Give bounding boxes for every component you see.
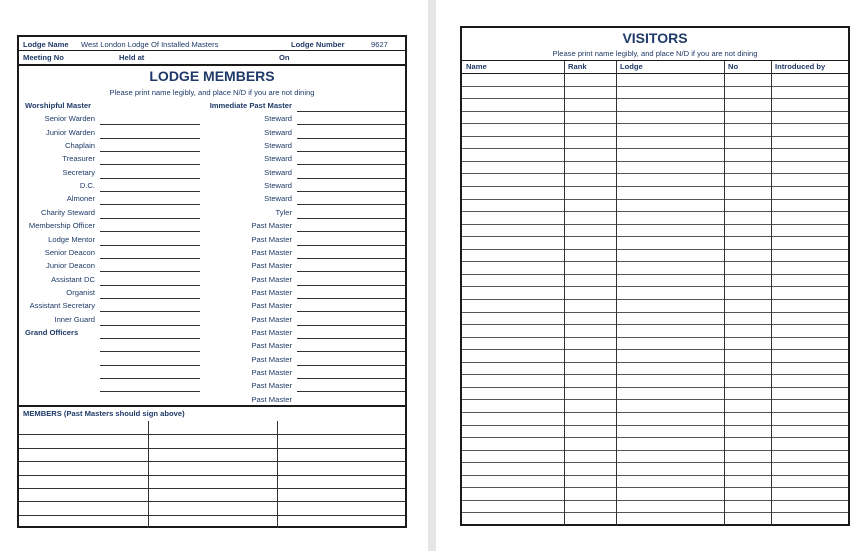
officer-name-line-right[interactable] bbox=[297, 258, 405, 259]
visitors-table-header bbox=[462, 61, 848, 73]
visitors-row-line bbox=[462, 437, 848, 438]
officer-name-line-left[interactable] bbox=[100, 245, 200, 246]
officer-label-right: Past Master bbox=[251, 234, 292, 244]
visitors-row-line bbox=[462, 462, 848, 463]
visitors-sheet bbox=[460, 26, 850, 526]
lodge-members-page bbox=[0, 0, 428, 551]
officer-name-line-right[interactable] bbox=[297, 325, 405, 326]
officer-name-line-left[interactable] bbox=[100, 191, 200, 192]
officer-label-left: Chaplain bbox=[65, 141, 95, 151]
meeting-no-label: Meeting No bbox=[23, 53, 64, 62]
members-grid-row-line bbox=[19, 434, 405, 435]
officer-name-line-left[interactable] bbox=[100, 325, 200, 326]
lodge-number-label: Lodge Number bbox=[291, 40, 345, 49]
lodge-members-title: LODGE MEMBERS bbox=[149, 68, 275, 84]
visitors-row-line bbox=[462, 337, 848, 338]
visitors-row-line bbox=[462, 500, 848, 501]
officer-name-line-left[interactable] bbox=[100, 351, 200, 352]
officer-label-left: Almoner bbox=[66, 194, 95, 204]
officer-name-line-right[interactable] bbox=[297, 311, 405, 312]
officer-name-line-left[interactable] bbox=[100, 138, 200, 139]
officer-name-line-left[interactable] bbox=[100, 365, 200, 366]
members-grid-row-line bbox=[19, 515, 405, 516]
officer-label-right: Past Master bbox=[251, 247, 292, 257]
officer-name-line-right[interactable] bbox=[297, 164, 405, 165]
officer-name-line-right[interactable] bbox=[297, 231, 405, 232]
officer-label-left: Grand Officers bbox=[25, 327, 79, 337]
lodge-members-sheet bbox=[17, 35, 407, 528]
officer-name-line-right[interactable] bbox=[297, 245, 405, 246]
officer-name-line-right[interactable] bbox=[297, 271, 405, 272]
officer-label-left: Assistant Secretary bbox=[29, 301, 95, 311]
visitors-row-line bbox=[462, 111, 848, 112]
officer-name-line-right[interactable] bbox=[297, 338, 405, 339]
officer-name-line-right[interactable] bbox=[297, 391, 405, 392]
officer-label-left: Assistant DC bbox=[51, 274, 95, 284]
header-bottom-divider bbox=[19, 64, 405, 66]
visitors-row-line bbox=[462, 387, 848, 388]
officer-label-right: Steward bbox=[264, 127, 292, 137]
officer-label-left: Senior Deacon bbox=[44, 247, 95, 257]
visitors-row-line bbox=[462, 362, 848, 363]
officer-name-line-right[interactable] bbox=[297, 285, 405, 286]
officer-name-line-right[interactable] bbox=[297, 298, 405, 299]
officer-name-line-left[interactable] bbox=[100, 218, 200, 219]
visitors-row-line bbox=[462, 450, 848, 451]
visitors-title: VISITORS bbox=[622, 30, 688, 46]
officer-label-left: Treasurer bbox=[62, 154, 95, 164]
visitors-instruction: Please print name legibly, and place N/D if you are not dining bbox=[552, 49, 758, 58]
col-introduced-by: Introduced by bbox=[775, 62, 826, 71]
visitors-row-line bbox=[462, 487, 848, 488]
officer-label-left: Junior Warden bbox=[45, 127, 95, 137]
officer-name-line-left[interactable] bbox=[100, 285, 200, 286]
visitors-header-bottom-border bbox=[462, 73, 848, 74]
officer-label-right: Steward bbox=[264, 167, 292, 177]
visitors-row-line bbox=[462, 211, 848, 212]
visitors-row-line bbox=[462, 173, 848, 174]
visitors-row-line bbox=[462, 324, 848, 325]
officer-label-right: Immediate Past Master bbox=[209, 101, 292, 110]
members-section-divider bbox=[19, 405, 405, 407]
officer-name-line-left[interactable] bbox=[100, 124, 200, 125]
officer-label-left: Lodge Mentor bbox=[48, 234, 95, 244]
visitors-row-line bbox=[462, 186, 848, 187]
visitors-row-line bbox=[462, 261, 848, 262]
officer-label-left: Junior Deacon bbox=[46, 261, 95, 271]
officer-name-line-left[interactable] bbox=[100, 271, 200, 272]
officer-label-right: Steward bbox=[264, 194, 292, 204]
members-grid-row-line bbox=[19, 475, 405, 476]
officer-name-line-left[interactable] bbox=[100, 338, 200, 339]
officer-label-right: Past Master bbox=[251, 314, 292, 324]
officer-label-right: Past Master bbox=[251, 327, 292, 337]
visitors-row-line bbox=[462, 412, 848, 413]
visitors-row-line bbox=[462, 274, 848, 275]
visitors-row-line bbox=[462, 86, 848, 87]
officer-label-left: Inner Guard bbox=[54, 314, 95, 324]
officer-label-right: Past Master bbox=[251, 341, 292, 351]
lodge-number-value: 9627 bbox=[371, 40, 388, 49]
visitors-row-line bbox=[462, 374, 848, 375]
officer-name-line-left[interactable] bbox=[100, 178, 200, 179]
held-at-label: Held at bbox=[119, 53, 145, 62]
lodge-members-instruction: Please print name legibly, and place N/D if you are not dining bbox=[109, 88, 315, 97]
visitors-column-line bbox=[564, 61, 565, 525]
visitors-row-line bbox=[462, 312, 848, 313]
officer-label-left: Organist bbox=[66, 287, 95, 297]
officer-label-right: Past Master bbox=[251, 274, 292, 284]
visitors-row-line bbox=[462, 249, 848, 250]
officer-label-left: Secretary bbox=[62, 167, 95, 177]
officer-name-line-right[interactable] bbox=[297, 204, 405, 205]
visitors-row-line bbox=[462, 148, 848, 149]
officer-label-left: Senior Warden bbox=[44, 114, 95, 124]
officer-name-line-right[interactable] bbox=[297, 191, 405, 192]
officer-label-right: Past Master bbox=[251, 354, 292, 364]
members-grid-row-line bbox=[19, 501, 405, 502]
officer-name-line-left[interactable] bbox=[100, 391, 200, 392]
col-name: Name bbox=[466, 62, 487, 71]
officer-label-right: Past Master bbox=[251, 368, 292, 377]
officer-name-line-left[interactable] bbox=[100, 164, 200, 165]
members-section-label: MEMBERS (Past Masters should sign above) bbox=[23, 409, 185, 418]
col-no: No bbox=[728, 62, 739, 71]
officer-label-right: Past Master bbox=[251, 287, 292, 297]
officer-label-right: Steward bbox=[264, 114, 292, 124]
officer-name-line-right[interactable] bbox=[297, 218, 405, 219]
visitors-row-line bbox=[462, 224, 848, 225]
officer-label-right: Steward bbox=[264, 181, 292, 191]
officer-name-line-right[interactable] bbox=[297, 178, 405, 179]
visitors-row-line bbox=[462, 475, 848, 476]
members-grid-row-line bbox=[19, 448, 405, 449]
visitors-page bbox=[436, 0, 864, 551]
meeting-row bbox=[19, 51, 405, 64]
lodge-name-label: Lodge Name bbox=[23, 40, 69, 49]
visitors-column-line bbox=[616, 61, 617, 525]
officer-name-line-right[interactable] bbox=[297, 138, 405, 139]
members-grid-row-line bbox=[19, 461, 405, 462]
members-grid-column-line bbox=[148, 421, 149, 528]
col-rank: Rank bbox=[568, 62, 587, 71]
visitors-column-line bbox=[771, 61, 772, 525]
officer-label-right: Past Master bbox=[251, 394, 292, 404]
officer-name-line-left[interactable] bbox=[100, 298, 200, 299]
col-lodge: Lodge bbox=[620, 62, 643, 71]
officer-name-line-right[interactable] bbox=[297, 111, 405, 112]
officer-name-line-right[interactable] bbox=[297, 365, 405, 366]
visitors-column-line bbox=[724, 61, 725, 525]
officer-name-line-left[interactable] bbox=[100, 204, 200, 205]
officer-label-left: Worshipful Master bbox=[25, 101, 92, 110]
on-label: On bbox=[279, 53, 290, 62]
officer-name-line-left[interactable] bbox=[100, 258, 200, 259]
officer-label-right: Steward bbox=[264, 154, 292, 164]
officer-name-line-right[interactable] bbox=[297, 378, 405, 379]
visitors-row-line bbox=[462, 286, 848, 287]
officer-name-line-left[interactable] bbox=[100, 311, 200, 312]
visitors-row-line bbox=[462, 98, 848, 99]
officer-label-left: Membership Officer bbox=[28, 221, 95, 231]
officer-name-line-left[interactable] bbox=[100, 378, 200, 379]
officer-label-right: Steward bbox=[264, 141, 292, 151]
officer-label-left: Charity Steward bbox=[40, 207, 95, 217]
officer-label-right: Tyler bbox=[275, 207, 292, 217]
officer-name-line-left[interactable] bbox=[100, 231, 200, 232]
visitors-row-line bbox=[462, 299, 848, 300]
members-grid-column-line bbox=[277, 421, 278, 528]
visitors-row-line bbox=[462, 161, 848, 162]
lodge-name-value: West London Lodge Of Installed Masters bbox=[81, 40, 219, 49]
officer-name-line-right[interactable] bbox=[297, 151, 405, 152]
officer-label-right: Past Master bbox=[251, 221, 292, 231]
visitors-row-line bbox=[462, 199, 848, 200]
visitors-row-line bbox=[462, 136, 848, 137]
officer-label-right: Past Master bbox=[251, 301, 292, 311]
visitors-row-line bbox=[462, 512, 848, 513]
members-grid-row-line bbox=[19, 488, 405, 489]
officer-name-line-right[interactable] bbox=[297, 351, 405, 352]
officer-name-line-left[interactable] bbox=[100, 151, 200, 152]
visitors-row-line bbox=[462, 349, 848, 350]
visitors-row-line bbox=[462, 425, 848, 426]
officer-label-left: D.C. bbox=[79, 181, 95, 191]
visitors-row-line bbox=[462, 399, 848, 400]
officer-name-line-right[interactable] bbox=[297, 124, 405, 125]
officer-label-right: Past Master bbox=[251, 261, 292, 271]
members-sign-grid[interactable] bbox=[19, 421, 405, 528]
visitors-row-line bbox=[462, 236, 848, 237]
visitors-row-line bbox=[462, 123, 848, 124]
officer-label-right: Past Master bbox=[251, 381, 292, 391]
